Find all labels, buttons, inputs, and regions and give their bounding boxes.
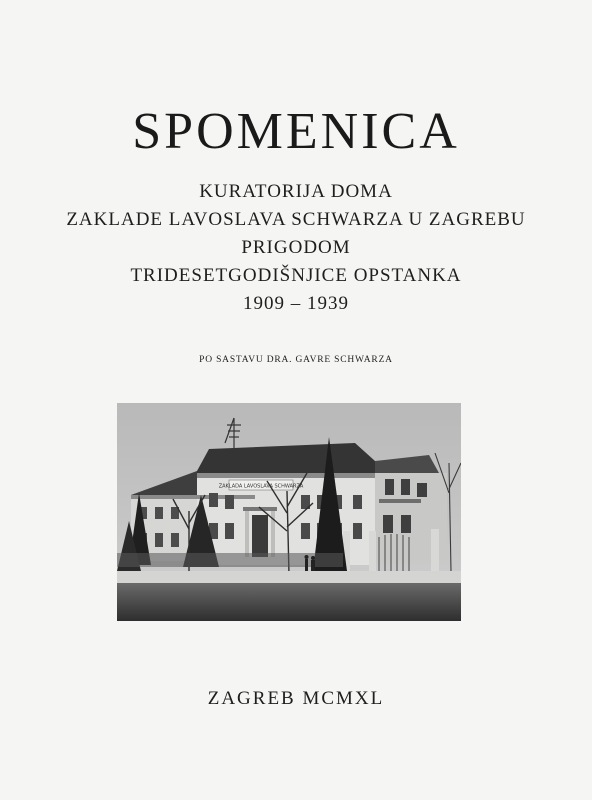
building-photograph [117, 403, 461, 621]
subtitle-years: 1909 – 1939 [243, 293, 349, 314]
facade-sign: ZAKLADA LAVOSLAVA SCHWARZA [218, 483, 304, 490]
subtitle-line: ZAKLADE LAVOSLAVA SCHWARZA U ZAGREBU [66, 209, 526, 230]
subtitle-line: PRIGODOM [241, 237, 351, 258]
building-photo-illustration [117, 403, 461, 621]
subtitle-line: KURATORIJA DOMA [199, 181, 393, 202]
compiler-credit: PO SASTAVU DRA. GAVRE SCHWARZA [199, 355, 393, 365]
cover-subtitle [0, 178, 592, 318]
subtitle-line: TRIDESETGODIŠNJICE OPSTANKA [130, 265, 462, 286]
place-and-year: ZAGREB MCMXL [207, 688, 385, 709]
cover-title: SPOMENICA [132, 103, 460, 160]
